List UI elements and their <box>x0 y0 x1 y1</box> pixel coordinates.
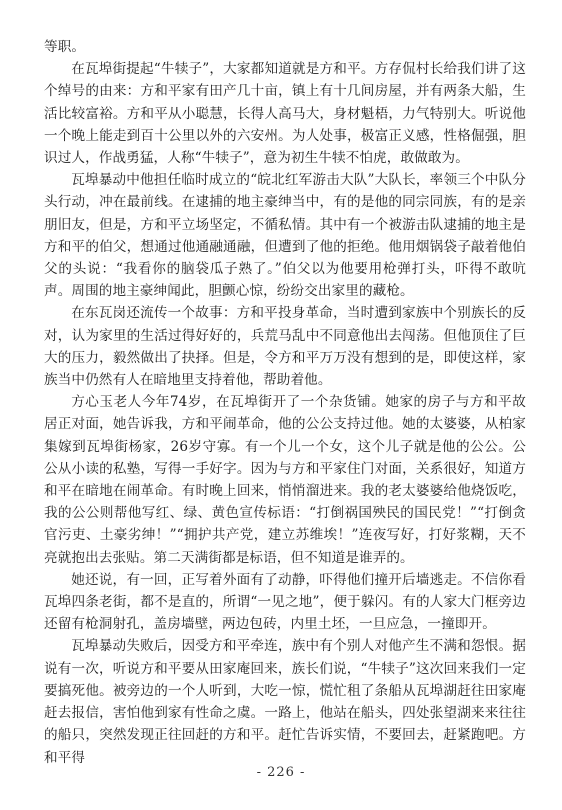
paragraph: 等职。 <box>44 39 86 55</box>
paragraph: 方心玉老人今年74岁，在瓦埠街开了一个杂货铺。她家的房子与方和平故居正对面，她告诉我，方和平闹革命，他的公公支持过他。她的太婆婆，从柏家集嫁到瓦埠街杨家，26岁守寡。有一个儿一个女，这个儿子就是他的公公。公公从小读的私塾，写得一手好字。因为与方和平家住门对面，关系很好，知道方和平在暗地在闹革命。有时晚上回来，悄悄溜进来。我的老太婆婆给他烧饭吃，我的公公则帮他写红、绿、黄色宣传标语：“打倒祸国殃民的国民党！”“打倒贪官污吏、土豪劣绅！”“拥护共产党，建立苏维埃！”连夜写好，打好浆糊，天不亮就抱出去张贴。第二天满街都是标语，但不知道是谁弄的。 <box>44 394 526 566</box>
body-text <box>44 36 526 769</box>
page-number: - 226 - <box>256 765 306 780</box>
paragraph: 瓦埠暴动中他担任临时成立的“皖北红军游击大队”大队长，率领三个中队分头行动，冲在最前线。在逮捕的地主豪绅当中，有的是他的同宗同族，有的是亲朋旧友，但是，方和平立场坚定，不循私情。其中有一个被游击队逮捕的地主是方和平的伯父，想通过他通融通融，但遭到了他的拒绝。他用烟锅袋子敲着他伯父的头说：“我看你的脑袋瓜子熟了。”伯父以为他要用枪弹打头，吓得不敢吭声。周围的地主豪绅闻此，胆颤心惊，纷纷交出家里的藏枪。 <box>44 172 526 300</box>
paragraph: 她还说，有一回，正写着外面有了动静，吓得他们撞开后墙逃走。不信你看瓦埠四条老街，都不是直的，所谓“一见之地”，便于躲闪。有的人家大门框旁边还留有枪洞射孔，盖房墙壁，两边包砖，内里土坯，一旦应急，一撞即开。 <box>44 571 526 633</box>
paragraph: 在瓦埠街提起“牛犊子”，大家都知道就是方和平。方存侃村长给我们讲了这个绰号的由来：方和平家有田产几十亩，镇上有十几间房屋，并有两条大船，生活比较富裕。方和平从小聪慧，长得人高马大，身材魁梧，力气特别大。听说他一个晚上能走到百十公里以外的六安州。为人处事，极富正义感，性格倔强，胆识过人，作战勇猛，人称“牛犊子”，意为初生牛犊不怕虎，敢做敢为。 <box>44 61 526 167</box>
paragraph: 在东瓦岗还流传一个故事：方和平投身革命，当时遭到家族中个别族长的反对，认为家里的生活过得好好的，兵荒马乱中不同意他出去闯荡。但他顶住了巨大的压力，毅然做出了抉择。但是，令方和平万万没有想到的是，即使这样，家族当中仍然有人在暗地里支持着他，帮助着他。 <box>44 305 526 389</box>
paragraph: 瓦埠暴动失败后，因受方和平牵连，族中有个别人对他产生不满和怨恨。据说有一次，听说方和平要从田家庵回来，族长们说，“牛犊子”这次回来我们一定要搞死他。被旁边的一个人听到，大吃一惊，慌忙租了条船从瓦埠湖赶往田家庵赶去报信，害怕他到家有性命之虞。一路上，他站在船头，四处张望湖来来往往的船只，突然发现正往回赶的方和平。赶忙告诉实情，不要回去，赶紧跑吧。方和平得 <box>44 638 526 766</box>
